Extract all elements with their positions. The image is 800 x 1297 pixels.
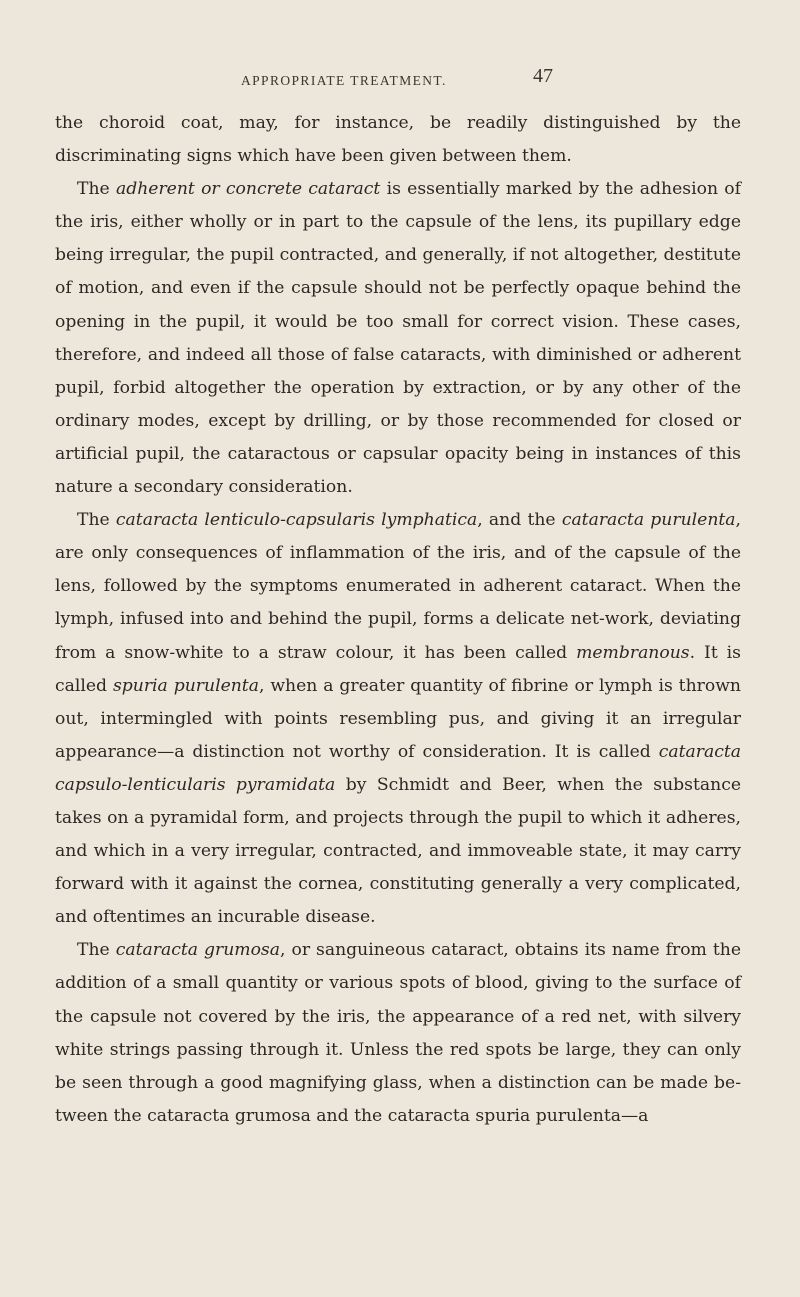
italic-term: membranous [576,642,690,663]
body-text [55,107,741,1133]
page-number: 47 [533,65,553,87]
italic-term: adherent or concrete cataract [115,179,381,200]
paragraph-2 [55,173,741,504]
text-run: The [77,510,116,531]
text-run: is essentially marked by the adhesion of the iris, either wholly or in part to the capsule of the lens, its pupillary edge being irregular, the pupil contracted, and generally, if not altogether, destitute of motion, and even if the capsule should not be perfectly opaque behind the opening in the pupil, it would be too small for correct vision. These cases, therefore, and indeed all those of false cataracts, with diminished or adherent pupil, forbid altogether the operation by extraction, or by any other of the ordinary modes, except by drilling, or by those recommended for closed or artificial pupil, the cataractous or capsular opacity being in instances of this nature a secondary consideration. [55,179,741,498]
italic-term: cataracta capsulo-lenticularis pyramidata [55,741,741,795]
text-run: , are only consequences of inflammation of the iris, and of the capsule of the lens, followed by the symptoms enumerated in adherent cataract. When the lymph, infused into and behind the pupil, forms a delicate net-work, deviating from a snow-white to a straw colour, it has been called [55,510,742,663]
text-run: The [77,179,116,200]
text-run: , and the [477,510,562,531]
page-header [0,63,800,93]
paragraph-4 [55,934,741,1133]
text-run: The [77,940,116,961]
text-run: , when a greater quantity of fibrine or lymph is thrown out, intermingled with points resembling pus, and giving it an irregular appearance—a distinction not worthy of consideration. It is called [55,675,741,762]
italic-term: cataracta grumosa [115,940,280,961]
text-run: . It is called [55,642,741,696]
text-run: , or sanguineous cataract, obtains its name from the addition of a small quantity or various spots of blood, giving to the surface of the capsule not covered by the iris, the appearance of a red net, with silvery white strings passing through it. Unless the red spots be large, they can only be seen through a good magnifying glass, when a distinction can be made between the cataracta grumosa and the cataracta spuria purulenta—a [55,940,741,1126]
paragraph-1 [55,107,741,173]
paragraph-3 [55,504,741,934]
text-run: the choroid coat, may, for instance, be readily distinguished by the discriminating signs which have been given between them. [55,113,741,167]
italic-term: cataracta purulenta [561,510,736,531]
text-run: by Schmidt and Beer, when the substance takes on a pyramidal form, and projects through the pupil to which it adheres, and which in a very irregular, contracted, and immoveable state, it may carry forward with it against the cornea, constituting generally a very complicated, and oftentimes an incurable disease. [55,774,741,928]
italic-term: cataracta lenticulo-capsularis lymphatica [115,510,478,531]
running-head: APPROPRIATE TREATMENT. [241,73,447,88]
italic-term: spuria purulenta [112,675,259,696]
